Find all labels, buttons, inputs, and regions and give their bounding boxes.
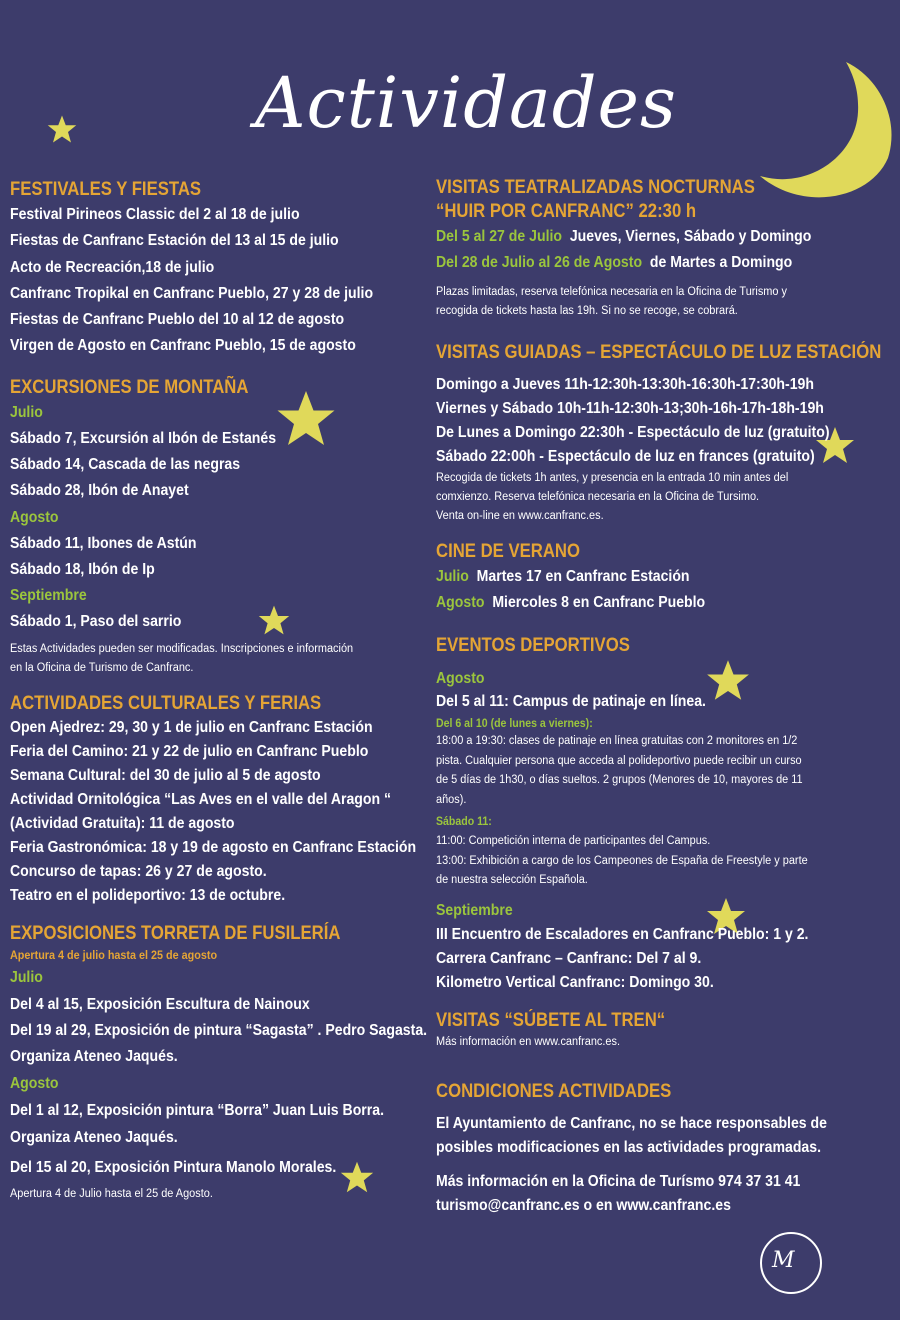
list-item: Fiestas de Canfranc Pueblo del 10 al 12 de agosto xyxy=(10,311,345,329)
schedule-text: Martes 17 en Canfranc Estación xyxy=(476,567,690,585)
deportivos-text: 11:00: Competición interna de participantes del Campus. xyxy=(436,835,711,848)
page-title: Actividades xyxy=(255,62,677,144)
condiciones-contact: turismo@canfranc.es o en www.canfranc.es xyxy=(436,1196,731,1214)
list-item: Del 4 al 15, Exposición Escultura de Nainoux xyxy=(10,995,310,1013)
deportivos-septiembre-label: Septiembre xyxy=(436,901,513,919)
teatralizadas-note: recogida de tickets hasta las 19h. Si no se recoge, se cobrará. xyxy=(436,304,738,317)
schedule-date: Del 5 al 27 de Julio xyxy=(436,228,562,245)
list-item: Sábado 18, Ibón de Ip xyxy=(10,560,155,578)
guiadas-note: Venta on-line en www.canfranc.es. xyxy=(436,509,604,522)
condiciones-text: posibles modificaciones en las actividades programadas. xyxy=(436,1138,821,1156)
deportivos-text: 18:00 a 19:30: clases de patinaje en línea gratuitas con 2 monitores en 1/2 xyxy=(436,735,798,748)
list-item: Organiza Ateneo Jaqués. xyxy=(10,1048,178,1066)
teatralizadas-heading: VISITAS TEATRALIZADAS NOCTURNAS xyxy=(436,177,755,198)
exposiciones-julio-label: Julio xyxy=(10,968,43,986)
list-item: Semana Cultural: del 30 de julio al 5 de agosto xyxy=(10,766,321,784)
condiciones-contact: Más información en la Oficina de Turísmo 974 37 31 41 xyxy=(436,1172,801,1190)
teatralizadas-note: Plazas limitadas, reserva telefónica necesaria en la Oficina de Turismo y xyxy=(436,285,787,298)
list-item: Festival Pirineos Classic del 2 al 18 de julio xyxy=(10,206,300,223)
star-icon xyxy=(47,114,77,144)
list-item: Sábado 11, Ibones de Astún xyxy=(10,534,197,552)
list-item: Del 15 al 20, Exposición Pintura Manolo Morales. xyxy=(10,1159,337,1177)
schedule-row xyxy=(436,224,823,250)
deportivos-heading: EVENTOS DEPORTIVOS xyxy=(436,635,630,657)
list-item: Canfranc Tropikal en Canfranc Pueblo, 27 y 28 de julio xyxy=(10,284,374,302)
schedule-date: Agosto xyxy=(436,593,485,611)
deportivos-text: 13:00: Exhibición a cargo de los Campeones de España de Freestyle y parte xyxy=(436,854,808,867)
list-item: De Lunes a Domingo 22:30h - Espectáculo de luz (gratuito) xyxy=(436,423,830,441)
excursiones-agosto-label: Agosto xyxy=(10,508,59,526)
excursiones-note: en la Oficina de Turismo de Canfranc. xyxy=(10,661,194,674)
schedule-text: de Martes a Domingo xyxy=(649,254,793,272)
schedule-row xyxy=(436,564,823,590)
list-item: (Actividad Gratuita): 11 de agosto xyxy=(10,814,235,832)
list-item: Sábado 1, Paso del sarrio xyxy=(10,613,182,631)
deportivos-agosto-label: Agosto xyxy=(436,670,485,688)
list-item: Teatro en el polideportivo: 13 de octubre. xyxy=(10,886,286,904)
logo-mark: M xyxy=(772,1248,795,1273)
schedule-text: Jueves, Viernes, Sábado y Domingo xyxy=(569,228,812,245)
list-item: Sábado 22:00h - Espectáculo de luz en frances (gratuito) xyxy=(436,447,815,465)
subete-heading: VISITAS “SÚBETE AL TREN“ xyxy=(436,1009,666,1031)
deportivos-text: pista. Cualquier persona que acceda al polideportivo puede recibir un curso xyxy=(436,754,802,767)
list-item: Virgen de Agosto en Canfranc Pueblo, 15 de agosto xyxy=(10,337,356,355)
list-item: Organiza Ateneo Jaqués. xyxy=(10,1128,178,1146)
list-item: III Encuentro de Escaladores en Canfranc Pueblo: 1 y 2. xyxy=(436,925,809,943)
excursiones-julio-label: Julio xyxy=(10,403,43,421)
list-item: Fiestas de Canfranc Estación del 13 al 15 de julio xyxy=(10,232,339,250)
schedule-date: Del 28 de Julio al 26 de Agosto xyxy=(436,254,643,272)
exposiciones-heading: EXPOSICIONES TORRETA DE FUSILERÍA xyxy=(10,922,341,944)
logo xyxy=(760,1232,822,1294)
condiciones-heading: CONDICIONES ACTIVIDADES xyxy=(436,1080,672,1102)
subete-note: Más información en www.canfranc.es. xyxy=(436,1035,620,1048)
list-item: Viernes y Sábado 10h-11h-12:30h-13;30h-16h-17h-18h-19h xyxy=(436,399,824,417)
list-item: Open Ajedrez: 29, 30 y 1 de julio en Canfranc Estación xyxy=(10,718,373,736)
list-item: Kilometro Vertical Canfranc: Domingo 30. xyxy=(436,973,714,991)
guiadas-heading: VISITAS GUIADAS – ESPECTÁCULO DE LUZ ESTACIÓN xyxy=(436,341,882,363)
right-column xyxy=(436,176,882,1218)
list-item: Del 5 al 11: Campus de patinaje en línea. xyxy=(436,693,706,711)
deportivos-text: de nuestra selección Española. xyxy=(436,874,588,887)
list-item: Del 1 al 12, Exposición pintura “Borra” Juan Luis Borra. xyxy=(10,1102,384,1120)
excursiones-septiembre-label: Septiembre xyxy=(10,587,87,605)
exposiciones-agosto-label: Agosto xyxy=(10,1075,59,1093)
guiadas-note: Recogida de tickets 1h antes, y presencia en la entrada 10 min antes del xyxy=(436,471,789,484)
schedule-text: Miercoles 8 en Canfranc Pueblo xyxy=(492,593,706,611)
deportivos-sub2: Sábado 11: xyxy=(436,814,492,829)
list-item: Acto de Recreación,18 de julio xyxy=(10,258,215,276)
exposiciones-apertura: Apertura 4 de julio hasta el 25 de agosto xyxy=(10,947,218,962)
festivales-heading: FESTIVALES Y FIESTAS xyxy=(10,179,202,200)
list-item: Sábado 14, Cascada de las negras xyxy=(10,456,241,474)
list-item: Feria del Camino: 21 y 22 de julio en Canfranc Pueblo xyxy=(10,742,369,760)
list-item: Concurso de tapas: 26 y 27 de agosto. xyxy=(10,862,267,880)
excursiones-note: Estas Actividades pueden ser modificadas. Inscripciones e información xyxy=(10,642,354,655)
deportivos-sub1: Del 6 al 10 (de lunes a viernes): xyxy=(436,716,593,731)
list-item: Del 19 al 29, Exposición de pintura “Sagasta” . Pedro Sagasta. xyxy=(10,1021,428,1039)
guiadas-note: comxienzo. Reserva telefónica necesaria en la Oficina de Tursimo. xyxy=(436,490,760,503)
exposiciones-apertura2: Apertura 4 de Julio hasta el 25 de Agosto. xyxy=(10,1188,213,1201)
list-item: Actividad Ornitológica “Las Aves en el valle del Aragon “ xyxy=(10,790,392,808)
schedule-date: Julio xyxy=(436,567,469,585)
cine-heading: CINE DE VERANO xyxy=(436,540,581,562)
culturales-heading: ACTIVIDADES CULTURALES Y FERIAS xyxy=(10,692,322,714)
schedule-row xyxy=(436,590,823,616)
list-item: Feria Gastronómica: 18 y 19 de agosto en Canfranc Estación xyxy=(10,838,417,856)
excursiones-heading: EXCURSIONES DE MONTAÑA xyxy=(10,376,249,398)
list-item: Domingo a Jueves 11h-12:30h-13:30h-16:30h-17:30h-19h xyxy=(436,375,814,393)
deportivos-text: de 5 días de 1h30, o días sueltos. 2 grupos (Menores de 10, mayores de 11 xyxy=(436,774,803,787)
teatralizadas-subheading: “HUIR POR CANFRANC” 22:30 h xyxy=(436,201,697,222)
deportivos-text: años). xyxy=(436,793,467,806)
list-item: Carrera Canfranc – Canfranc: Del 7 al 9. xyxy=(436,949,702,967)
schedule-row xyxy=(436,250,823,276)
list-item: Sábado 28, Ibón de Anayet xyxy=(10,482,189,500)
left-column xyxy=(10,178,428,1204)
condiciones-text: El Ayuntamiento de Canfranc, no se hace responsables de xyxy=(436,1114,827,1132)
list-item: Sábado 7, Excursión al Ibón de Estanés xyxy=(10,429,277,447)
